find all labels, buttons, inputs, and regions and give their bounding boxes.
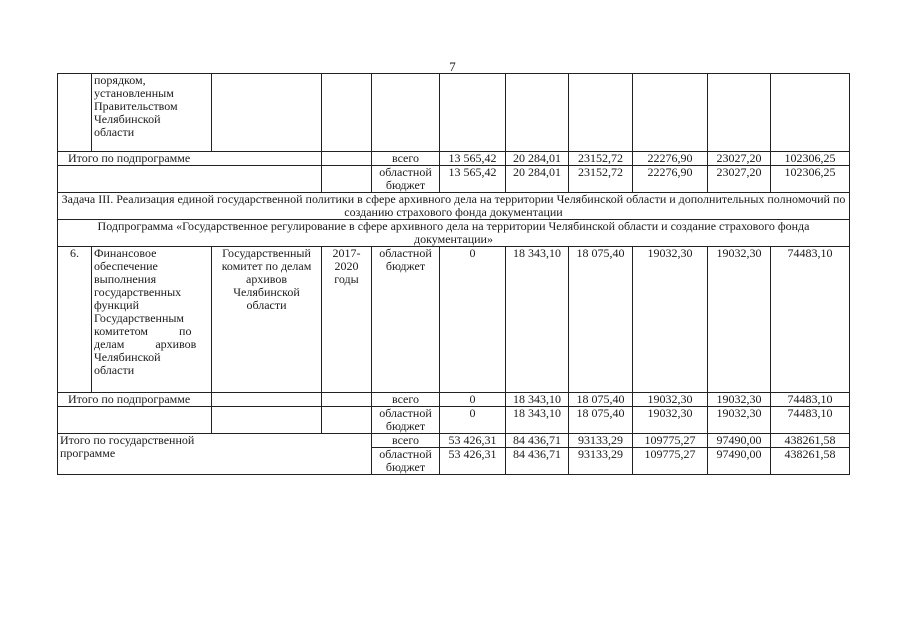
cell-executor <box>212 74 322 152</box>
item-row <box>58 247 850 393</box>
subtotal-row <box>58 407 850 434</box>
cell-value: 19032,30 <box>633 407 708 434</box>
cell-period <box>322 407 372 434</box>
cell-value <box>708 74 771 152</box>
cell-source: всего <box>372 434 440 448</box>
cell-value: 23152,72 <box>569 152 633 166</box>
cell-source: всего <box>372 393 440 407</box>
cell-value: 19032,30 <box>633 393 708 407</box>
name-line: Челябинской <box>94 350 161 364</box>
subtotal-row <box>58 393 850 407</box>
cell-value: 22276,90 <box>633 166 708 193</box>
name-line: выполнения <box>94 272 157 286</box>
cell-value: 97490,00 <box>708 434 771 448</box>
cell-value: 18 075,40 <box>569 407 633 434</box>
cell-period <box>322 74 372 152</box>
program-table <box>57 73 850 475</box>
cell-value: 109775,27 <box>633 434 708 448</box>
name-line: установленным <box>94 86 174 100</box>
cell-value: 19032,30 <box>708 393 771 407</box>
cell-value <box>569 74 633 152</box>
cell-source: областной бюджет <box>372 407 440 434</box>
cell-value: 23027,20 <box>708 152 771 166</box>
cell-value: 18 075,40 <box>569 393 633 407</box>
subtotal-label: Итого по подпрограмме <box>58 393 212 407</box>
cell-period: 2017-2020 годы <box>322 247 372 393</box>
total-row <box>58 434 850 448</box>
cell-period <box>322 393 372 407</box>
cell-value <box>771 74 850 152</box>
cell-name <box>92 247 212 393</box>
cell-value: 93133,29 <box>569 434 633 448</box>
continuation-row <box>58 74 850 152</box>
name-line: обеспечение <box>94 259 158 273</box>
cell-value: 84 436,71 <box>506 448 569 475</box>
cell-source: всего <box>372 152 440 166</box>
name-line: Правительством <box>94 99 178 113</box>
subtotal-label-empty <box>58 407 212 434</box>
cell-value: 97490,00 <box>708 448 771 475</box>
cell-value: 438261,58 <box>771 448 850 475</box>
cell-value: 22276,90 <box>633 152 708 166</box>
cell-value: 19032,30 <box>708 407 771 434</box>
cell-value: 19032,30 <box>633 247 708 393</box>
subtotal-label: Итого по подпрограмме <box>58 152 322 166</box>
cell-value: 74483,10 <box>771 407 850 434</box>
cell-value: 20 284,01 <box>506 166 569 193</box>
name-line: области <box>94 125 135 139</box>
subtotal-row <box>58 166 850 193</box>
cell-value: 102306,25 <box>771 152 850 166</box>
cell-value: 18 075,40 <box>569 247 633 393</box>
cell-value: 23152,72 <box>569 166 633 193</box>
cell-value: 19032,30 <box>708 247 771 393</box>
cell-value <box>440 74 506 152</box>
cell-value: 53 426,31 <box>440 448 506 475</box>
cell-value: 74483,10 <box>771 393 850 407</box>
page-number: 7 <box>449 59 456 74</box>
cell-period <box>322 152 372 166</box>
cell-value: 18 343,10 <box>506 393 569 407</box>
task-row <box>58 193 850 220</box>
cell-executor <box>212 393 322 407</box>
subprogram-row <box>58 220 850 247</box>
name-line: делам архивов <box>94 337 197 351</box>
cell-name <box>92 74 212 152</box>
cell-value: 93133,29 <box>569 448 633 475</box>
cell-source: областной бюджет <box>372 448 440 475</box>
subprogram-heading: Подпрограмма «Государственное регулирование в сфере архивного дела на территории Челябинской области и создание страхового фонда документации» <box>58 220 850 247</box>
cell-value: 0 <box>440 393 506 407</box>
name-line: комитетом по <box>94 324 192 338</box>
cell-num <box>58 74 92 152</box>
cell-value: 53 426,31 <box>440 434 506 448</box>
cell-value <box>506 74 569 152</box>
cell-source: областной бюджет <box>372 247 440 393</box>
cell-source <box>372 74 440 152</box>
cell-value: 13 565,42 <box>440 152 506 166</box>
subtotal-row <box>58 152 850 166</box>
cell-executor <box>212 407 322 434</box>
cell-value: 438261,58 <box>771 434 850 448</box>
name-line: функций <box>94 298 139 312</box>
cell-source: областной бюджет <box>372 166 440 193</box>
cell-num: 6. <box>58 247 92 393</box>
cell-value: 23027,20 <box>708 166 771 193</box>
subtotal-label-empty <box>58 166 322 193</box>
cell-executor: Государственный комитет по делам архивов Челябинской области <box>212 247 322 393</box>
cell-value: 102306,25 <box>771 166 850 193</box>
name-line: Государственным <box>94 311 185 325</box>
cell-value: 109775,27 <box>633 448 708 475</box>
cell-value: 20 284,01 <box>506 152 569 166</box>
cell-value: 18 343,10 <box>506 407 569 434</box>
name-line: Челябинской <box>94 112 161 126</box>
cell-value: 84 436,71 <box>506 434 569 448</box>
total-label: Итого по государственной программе <box>58 434 372 475</box>
name-line: Финансовое <box>94 246 157 260</box>
cell-value: 0 <box>440 407 506 434</box>
name-line: области <box>94 363 135 377</box>
name-line: порядком, <box>94 73 146 87</box>
cell-period <box>322 166 372 193</box>
name-line: государственных <box>94 285 182 299</box>
cell-value <box>633 74 708 152</box>
cell-value: 0 <box>440 247 506 393</box>
cell-value: 74483,10 <box>771 247 850 393</box>
cell-value: 13 565,42 <box>440 166 506 193</box>
task-heading: Задача III. Реализация единой государственной политики в сфере архивного дела на территории Челябинской области и дополнительных полномочий по созданию страхового фонда документации <box>58 193 850 220</box>
cell-value: 18 343,10 <box>506 247 569 393</box>
